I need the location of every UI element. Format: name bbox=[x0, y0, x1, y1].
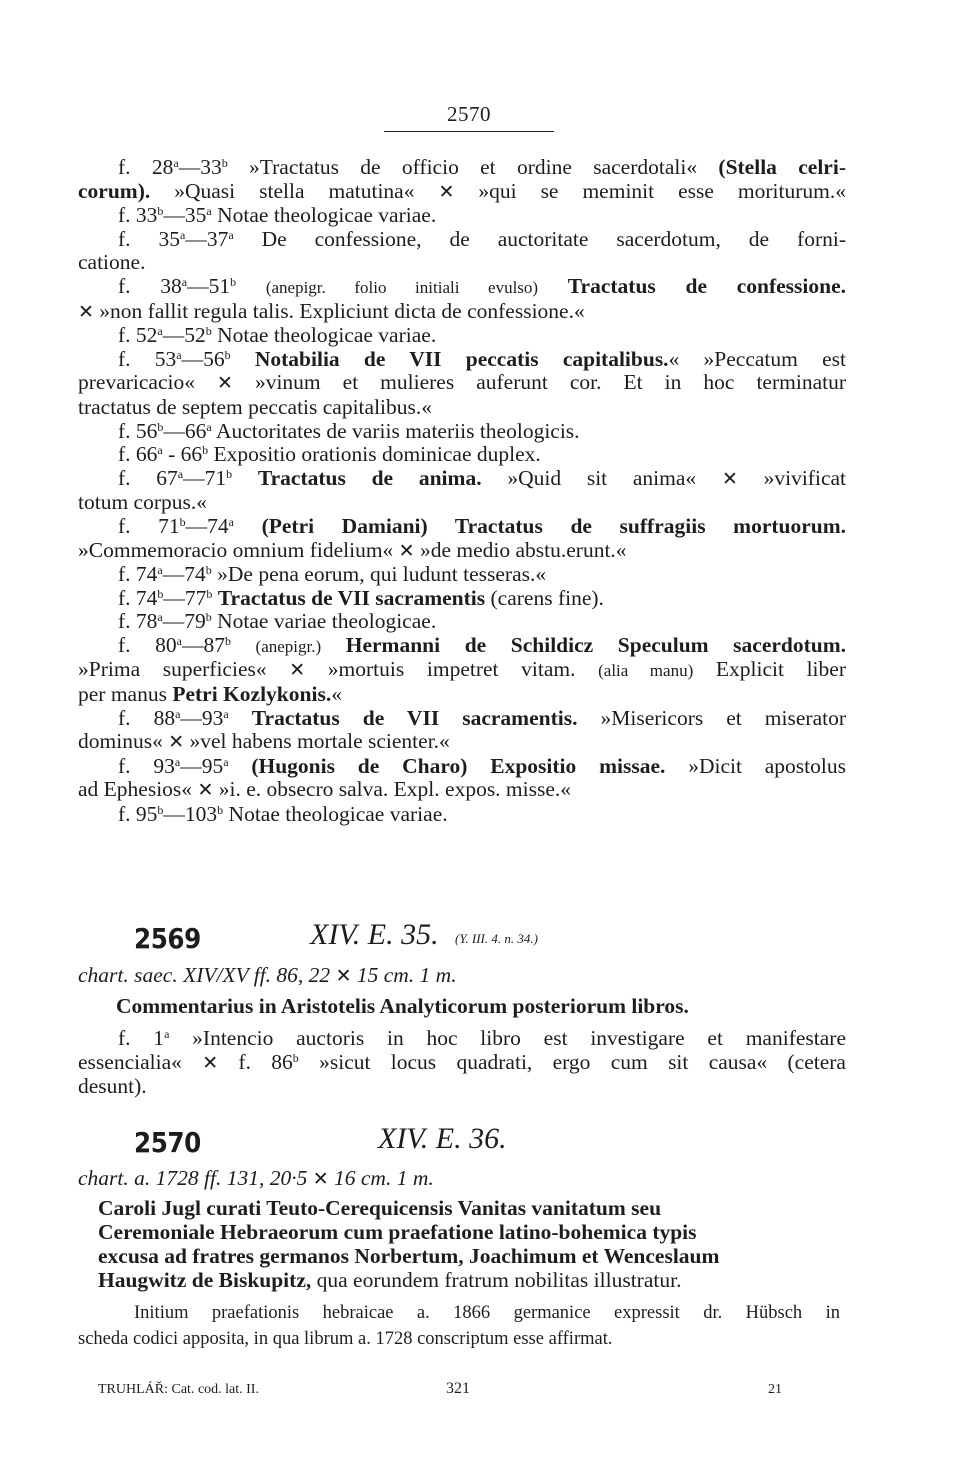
text-line: ad Ephesios« ✕ »i. e. obsecro salva. Expl. expos. misse.« bbox=[78, 777, 572, 802]
text-line: Initium praefationis hebraicae a. 1866 germanice expressit dr. Hübsch in bbox=[134, 1303, 840, 1323]
entry-contents bbox=[78, 1027, 846, 1099]
text-line: f. 95$^b$—103$^b$ Notae theologicae variae. bbox=[118, 802, 448, 827]
running-head-rule bbox=[384, 131, 554, 132]
text-line: f. 53$^a$—56$^b$ Notabilia de VII peccatis capitalibus.« »Peccatum est bbox=[118, 346, 846, 371]
text-line: scheda codici apposita, in qua librum a. 1728 conscriptum esse affirmat. bbox=[78, 1329, 613, 1349]
entry-note bbox=[78, 1300, 840, 1352]
text-line: f. 88$^a$—93$^a$ Tractatus de VII sacramentis. »Misericors et miserator bbox=[118, 705, 847, 730]
text-line: tractatus de septem peccatis capitalibus.« bbox=[78, 394, 433, 419]
text-line: f. 35$^a$—37$^a$ De confessione, de auctoritate sacerdotum, de forni- bbox=[118, 226, 846, 251]
text-line: corum). »Quasi stella matutina« ✕ »qui se meminit esse moriturum.« bbox=[78, 178, 846, 203]
entry-contents-continued bbox=[78, 156, 846, 827]
text-line: f. 52$^a$—52$^b$ Notae theologicae variae. bbox=[118, 323, 437, 348]
text-line: f. 33$^b$—35$^a$ Notae theologicae variae. bbox=[118, 203, 437, 228]
entry-title: Commentarius in Aristotelis Analyticorum posteriorum libros. bbox=[116, 994, 689, 1018]
entry-title-line: Ceremoniale Hebraeorum cum praefatione latino-bohemica typis bbox=[98, 1220, 697, 1244]
text-line: essencialia« ✕ f. 86$^b$ »sicut locus quadrati, ergo cum sit causa« (cetera bbox=[78, 1049, 846, 1074]
text-line: totum corpus.« bbox=[78, 490, 207, 515]
physical-description: chart. saec. XIV/XV ff. 86, 22 ✕ 15 cm. 1 m. bbox=[78, 963, 457, 987]
sheet-signature: 21 bbox=[768, 1382, 782, 1397]
footer-signature: TRUHLÁŘ: Cat. cod. lat. II. bbox=[98, 1382, 259, 1397]
text-line: f. 67$^a$—71$^b$ Tractatus de anima. »Quid sit anima« ✕ »vivificat bbox=[118, 465, 846, 490]
running-head: 2570 bbox=[447, 102, 491, 126]
text-line: f. 74$^b$—77$^b$ Tractatus de VII sacramentis (carens fine). bbox=[118, 585, 604, 610]
text-line: »Commemoracio omnium fidelium« ✕ »de medio abstu.erunt.« bbox=[78, 537, 627, 562]
text-line: f. 38$^a$—51$^b$ (anepigr. folio initiali evulso) Tractatus de confessione. bbox=[118, 273, 846, 298]
physical-description: chart. a. 1728 ff. 131, 20·5 ✕ 16 cm. 1 m. bbox=[78, 1166, 434, 1190]
text-line: desunt). bbox=[78, 1074, 147, 1099]
text-line: f. 1$^a$ »Intencio auctoris in hoc libro est investigare et manifestare bbox=[118, 1026, 846, 1050]
text-line: f. 56$^b$—66$^a$ Auctoritates de variis materiis theologicis. bbox=[118, 418, 580, 443]
shelfmark: XIV. E. 35. bbox=[310, 918, 439, 951]
shelfmark: XIV. E. 36. bbox=[378, 1122, 507, 1155]
entry-number: 2570 bbox=[134, 1126, 201, 1159]
text-line: per manus Petri Kozlykonis.« bbox=[78, 682, 342, 707]
text-line: f. 93$^a$—95$^a$ (Hugonis de Charo) Expositio missae. »Dicit apostolus bbox=[118, 753, 846, 778]
text-line: »Prima superficies« ✕ »mortuis impetret vitam. (alia manu) Explicit liber bbox=[78, 657, 846, 682]
entry-title-line: Caroli Jugl curati Teuto-Cerequicensis Vanitas vanitatum seu bbox=[98, 1196, 662, 1220]
text-line: f. 74$^a$—74$^b$ »De pena eorum, qui ludunt tesseras.« bbox=[118, 562, 547, 587]
text-line: f. 71$^b$—74$^a$ (Petri Damiani) Tractatus de suffragiis mortuorum. bbox=[118, 513, 847, 538]
text-line: f. 28$^a$—33$^b$ »Tractatus de officio et ordine sacerdotali« (Stella celri- bbox=[118, 155, 846, 179]
page-number: 321 bbox=[446, 1380, 470, 1397]
entry-title-line: excusa ad fratres germanos Norbertum, Joachimum et Wenceslaum bbox=[98, 1244, 720, 1268]
text-line: f. 66$^a$ - 66$^b$ Expositio orationis dominicae duplex. bbox=[118, 442, 541, 467]
entry-title-line: Haugwitz de Biskupitz, qua eorundem fratrum nobilitas illustratur. bbox=[98, 1268, 682, 1292]
text-line: f. 78$^a$—79$^b$ Notae variae theologicae. bbox=[118, 609, 437, 634]
text-line: ✕ »non fallit regula talis. Expliciunt dicta de confessione.« bbox=[78, 298, 585, 323]
old-shelfmark: (Y. III. 4. n. 34.) bbox=[455, 931, 538, 946]
entry-number: 2569 bbox=[134, 922, 201, 955]
text-line: prevaricacio« ✕ »vinum et mulieres auferunt cor. Et in hoc terminatur bbox=[78, 370, 846, 395]
text-line: catione. bbox=[78, 250, 146, 275]
text-line: f. 80$^a$—87$^b$ (anepigr.) Hermanni de Schildicz Speculum sacerdotum. bbox=[118, 632, 847, 657]
text-line: dominus« ✕ »vel habens mortale scienter.« bbox=[78, 729, 450, 754]
